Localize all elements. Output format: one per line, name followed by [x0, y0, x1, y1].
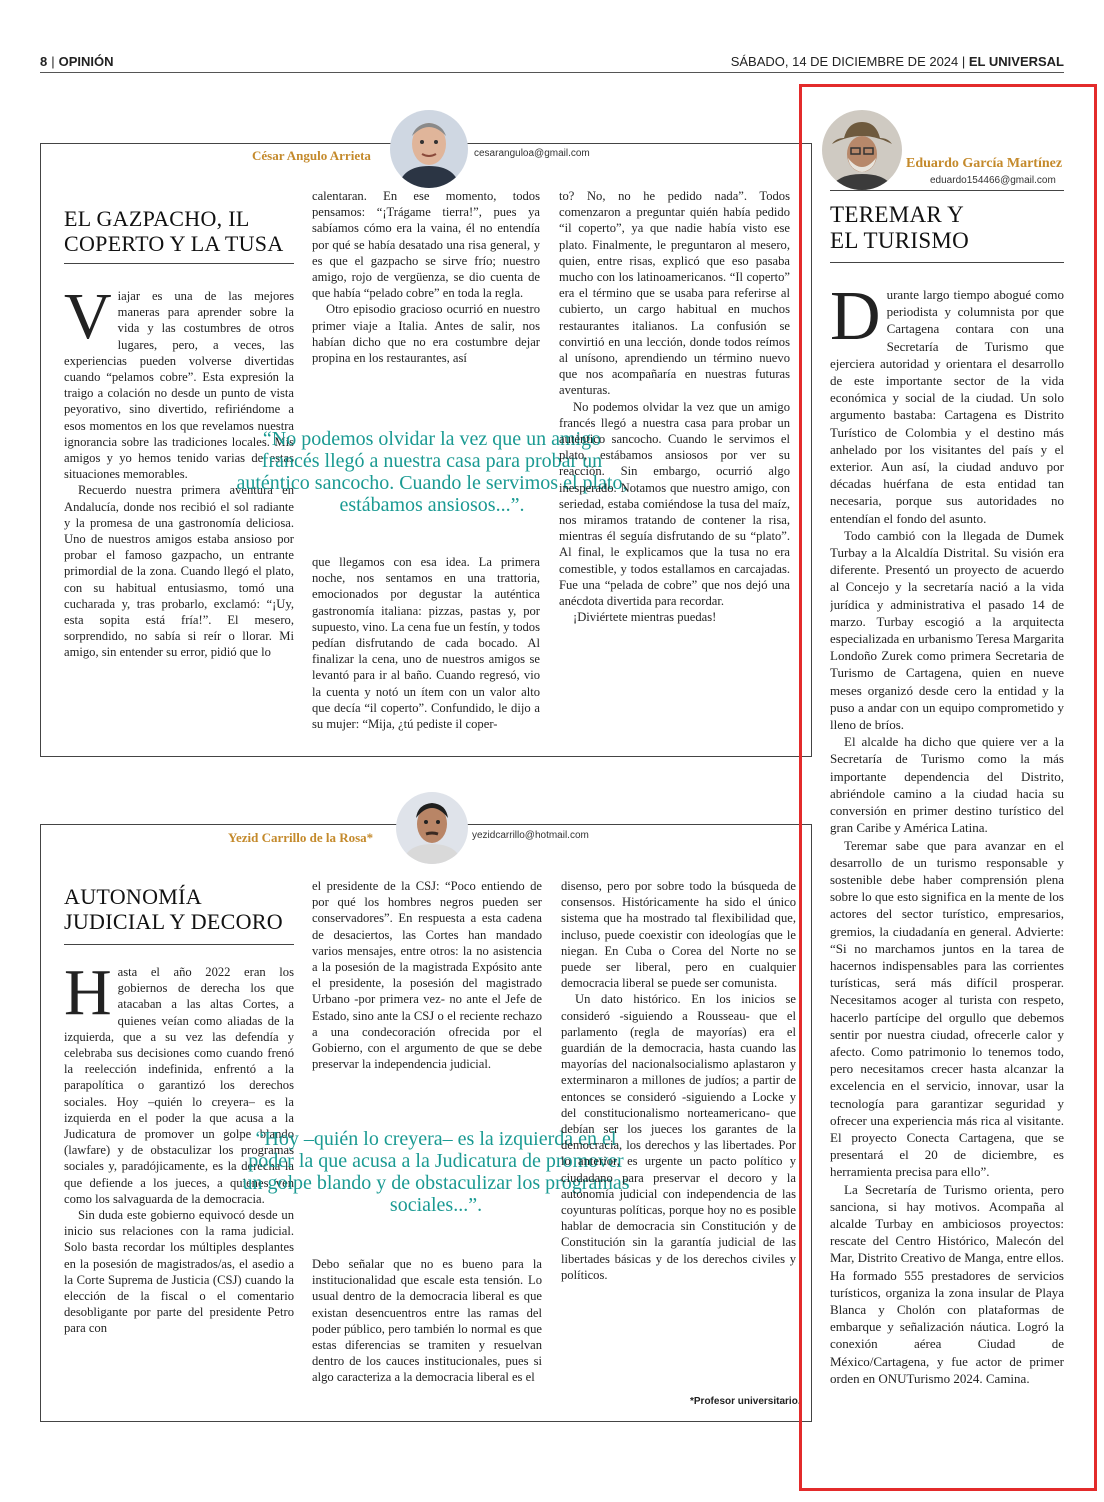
- article-2-column-3: disenso, pero por sobre todo la búsqueda de consensos. Históricamente ha sido el único sistema que ha mostrado tal flexibilidad que, incluso, puede coexistir con ideologías que le niegan. En Cuba o Corea del Norte no se puede ser liberal, pero en cualquier democracia liberal se puede ser comunista. Un dato histórico. En los inicios se consideró -siguiendo a Rousseau- que el parlamento (regla de mayorías) era el guardián de la democracia, hasta cuando las mayorías del nacionalsocialismo aplastaron y exterminaron a millones de judíos; a partir de entonces se consideró -siguiendo a Locke y del constitucionalismo norteamericano- que debían ser los jueces los garantes de la democracia, los derechos y las libertades. Por lo anterior, es urgente un pacto político y ciudadano para preservar el decoro y la autonomía judicial con independencia de las coyunturas políticas, porque hoy no es posible hablar de democracia sin Constitución y de Constitución sin la garantía judicial de las libertades básicas y de los derechos civiles y políticos.: [561, 879, 796, 1282]
- article-1-title-rule: [64, 263, 294, 264]
- article-2-author-photo: [396, 792, 468, 864]
- article-3-column: D urante largo tiempo abogué como periodista y columnista por que Cartagena contara con una Secretaría de Turismo que ejerciera autoridad y orientara el desarrollo de este importante sector de la vida económica y social de la ciudad. Un solo argumento bastaba: Cartagena es Distrito Turístico de Colombia y el destino más anhelado por los visitantes del país y el exterior. Aun así, la ciudad anduvo por décadas huérfana de esta entidad tan necesaria, porque sus autoridades no entendían el fondo del asunto. Todo cambió con la llegada de Dumek Turbay a la Alcaldía Distrital. Su visión era diferente. Presentó un proyecto de acuerdo al Concejo y la secretaría nació a la vida jurídica y administrativa el pasado 14 de marzo. Turbay escogió a la arquitecta especializada en urbanismo Teresa Margarita Londoño Zurek como primera Secretaria de Turismo de Cartagena, quien en nueve meses organizó desde cero la entidad y la puso a andar con un equipo comprometido y lleno de bríos. El alcalde ha dicho que quiere ver a la Secretaría de Turismo como la más importante dependencia del Distrito, abriéndole camino a la ciudad hacia su conversión en primer destino turístico del gran Caribe y América Latina. Teremar sabe que para avanzar en el desarrollo de un turismo responsable y sostenible debe haber comprensión plena sobre lo que esto significa en la mente de los actores del sector turístico, empresarios, gremios, la ciudadanía en general. Advierte: “Si no marchamos juntos en la tarea de hacernos indispensables para las corrientes turísticas, será más difícil prosperar. Necesitamos acoger al turista con respeto, hacerlo partícipe del orgullo que debemos sentir por nuestra ciudad, ofrecerle calor y afecto. Como patrimonio lo tenemos todo, pero necesitamos crecer hasta alcanzar la excelencia en el servicio, innovar, usar la tecnología para garantizar seguridad y ofrecer una experiencia más rica al visitante. El proyecto Conecta Cartagena, que se presentará el 20 de diciembre, es herramienta precisa para ello”. La Secretaría de Turismo orienta, pero sanciona, si hay motivos. Acompaña al alcalde Turbay en ambiciosos proyectos: rescate del Centro Histórico, Malecón del Mar, Distrito Creativo de Manga, entre ellos. Ha formado 555 prestadores de servicios turísticos, organiza la zona insular de Playa Blanca y Cholón con plataformas de embarque y señalización náutica. Logró la conexión aérea Ciudad de México/Cartagena, y fue actor de primer orden en ONUTurismo 2024. Camina.: [830, 286, 1064, 1386]
- article-1-pull-quote: “No podemos olvidar la vez que un amigo francés llegó a nuestra casa para probar un auténtico sancocho. Cuando le servimos el plato, estábamos ansiosos...”.: [236, 428, 628, 516]
- article-1-email: cesaranguloa@gmail.com: [474, 148, 590, 159]
- publication-name: EL UNIVERSAL: [968, 54, 1064, 69]
- article-1-author-photo: [390, 110, 468, 188]
- issue-date: SÁBADO, 14 DE DICIEMBRE DE 2024: [730, 54, 959, 69]
- article-3-title-rule: [830, 262, 1064, 263]
- article-3-author: Eduardo García Martínez: [906, 156, 1063, 171]
- article-2-title: AUTONOMÍA JUDICIAL Y DECORO: [64, 884, 283, 934]
- article-3-dropcap: D: [830, 286, 881, 355]
- article-2-column-2-top: el presidente de la CSJ: “Poco entiendo de por qué los hombres negros pueden ser conservadores”. En respuesta a esta cadena de desaciertos, las Cortes han mandado varios mensajes, entre otros: la no asistencia a la posesión de la magistrada Expósito ante el presidente, la posesión del magistrado Urbano -por primera vez- no ante el Jefe de Estado, sino ante la CSJ o el reciente rechazo a una condecoración ofrecida por el Gobierno, con el argumento de que se debe preservar la independencia judicial.: [312, 879, 542, 1072]
- article-3-author-photo: [822, 110, 902, 190]
- section-name: OPINIÓN: [58, 54, 114, 69]
- article-2-author: Yezid Carrillo de la Rosa*: [224, 830, 377, 846]
- article-2-pull-quote: “Hoy –quién lo creyera– es la izquierda en el poder la que acusa a la Judicatura de promover un golpe blando y de obstaculizar los programas sociales...”.: [242, 1128, 630, 1216]
- article-1-column-3: to? No, no he pedido nada”. Todos comenzaron a preguntar quién había pedido “il coperto”, ya que nadie había visto ese plato. Finalmente, le preguntaron al mesero, quien, entre risas, explicó que eso pasaba mucho con los latinoamericanos. “Il coperto” era el término que se usaba para referirse al cubierto, un cargo habitual en muchos restaurantes italianos. La confusión se convirtió en una lección, donde todos reímos al unísono, aprendiendo un término nuevo que nos acompañaría en nuestras futuras aventuras. No podemos olvidar la vez que un amigo francés llegó a nuestra casa para probar un auténtico sancocho. Cuando le servimos el plato, estábamos ansiosos por ver su reacción. Sin embargo, ocurrió algo inesperado. Notamos que nuestro amigo, con seriedad, estaba comiéndose la tusa del maíz, nos miramos tratando de contener la risa, mientras él seguía disfrutando de su “plato”. Al final, le explicamos que la tusa no era comestible, y todos estallamos en carcajadas. Fue una “pelada de cobre” que nos dejó una anécdota divertida para recordar. ¡Diviértete mientras puedas!: [559, 189, 790, 625]
- article-2-title-rule: [64, 944, 294, 945]
- article-1-column-2-bottom: que llegamos con esa idea. La primera noche, nos sentamos en una trattoria, emocionados por degustar la auténtica gastronomía italiana: pizzas, pastas y, por supuesto, vino. La cena fue un festín, y todos pedían disfrutando de cada bocado. Al finalizar la cena, uno de nuestros amigos se levantó para ir al baño. Cuando regresó, vio la cuenta y notó un ítem con un valor alto que decía “il coperto”. Confundido, le dijo a su mujer: “Mija, ¿tú pediste il coper-: [312, 555, 540, 732]
- article-3-top-rule: [830, 190, 1064, 191]
- article-1-author: César Angulo Arrieta: [248, 148, 375, 164]
- article-3-email: eduardo154466@gmail.com: [930, 175, 1056, 186]
- page-header: 8 | OPINIÓN SÁBADO, 14 DE DICIEMBRE DE 2024 | EL UNIVERSAL: [40, 54, 1064, 73]
- article-2-column-2-bottom: Debo señalar que no es bueno para la institucionalidad que escale esta tensión. Lo usual dentro de la democracia liberal es que existan desencuentros entre las ramas del poder público, pero también lo normal es que estas diferencias se tramiten y resuelvan dentro de los cauces institucionales, pues si algo caracteriza a la democracia liberal es el: [312, 1257, 542, 1385]
- article-1-title: EL GAZPACHO, IL COPERTO Y LA TUSA: [64, 206, 284, 256]
- article-1-column-1: V iajar es una de las mejores maneras para aprender sobre la vida y las costumbres de otros lugares, pero, a veces, las experiencias pueden volverse divertidas cuando “pelamos cobre”. Esta expresión la traigo a colación no desde un punto de vista peyorativo, sino divertido, refiriéndome a esos momentos en los que revelamos nuestra ignorancia sobre las tradiciones locales. Mis amigos y yo hemos tenido varias de estas situaciones memorables. Recuerdo nuestra primera aventura en Andalucía, donde nos recibió el sol radiante y la promesa de una gastronomía deliciosa. Uno de nuestros amigos estaba ansioso por probar el famoso gazpacho, un entrante primordial de la zona. Cuando llegó el plato, con su habitual entusiasmo, tomó una cucharada y, tras probarlo, exclamó: “¡Uy, esta sopita está fría!”. El mesero, sorprendido, no sabía si reír o llorar. Mi amigo, sin entender su error, pidió que lo: [64, 288, 294, 660]
- article-2-dropcap: H: [64, 964, 112, 1029]
- page-number: 8: [40, 54, 48, 69]
- article-2-email: yezidcarrillo@hotmail.com: [472, 830, 589, 841]
- article-1-column-2-top: calentaran. En ese momento, todos pensamos: “¡Trágame tierra!”, pues ya sabíamos cómo era la vaina, él no entendía por qué se había desatado una risa general, y es que el gazpacho se sirve frío; nuestro amigo, rojo de vergüenza, se dio cuenta de que había “pelado cobre” en toda la regla. Otro episodio gracioso ocurrió en nuestro primer viaje a Italia. Antes de salir, nos habían dicho que no era costumbre dejar propina en los restaurantes, así: [312, 189, 540, 366]
- article-3-title: TEREMAR Y EL TURISMO: [830, 202, 970, 253]
- article-1-dropcap: V: [64, 288, 112, 353]
- article-2-footnote: *Profesor universitario.: [690, 1396, 801, 1407]
- article-2-column-1: H asta el año 2022 eran los gobiernos de derecha los que atacaban a las altas Cortes, a quienes veían como aliadas de la izquierda, que a su vez las defendía y celebraba sus decisiones como cuando frenó la reelección indefinida, enfrentó a la parapolítica o garantizó los derechos sociales. Hoy –quién lo creyera– es la izquierda en el poder la que acusa a la Judicatura de promover un golpe blando (lawfare) y de obstaculizar los programas sociales y, paradójicamente, es la derecha la que defiende a los jueces, a quienes ven como los salvaguarda de la democracia. Sin duda este gobierno equivocó desde un inicio sus relaciones con la rama judicial. Solo basta recordar los múltiples desplantes en la posesión de magistrados/as, el asedio a la Corte Suprema de Justicia (CSJ) cuando la elección de la fiscal o el comentario desobligante por parte del presidente Petro para con: [64, 964, 294, 1336]
